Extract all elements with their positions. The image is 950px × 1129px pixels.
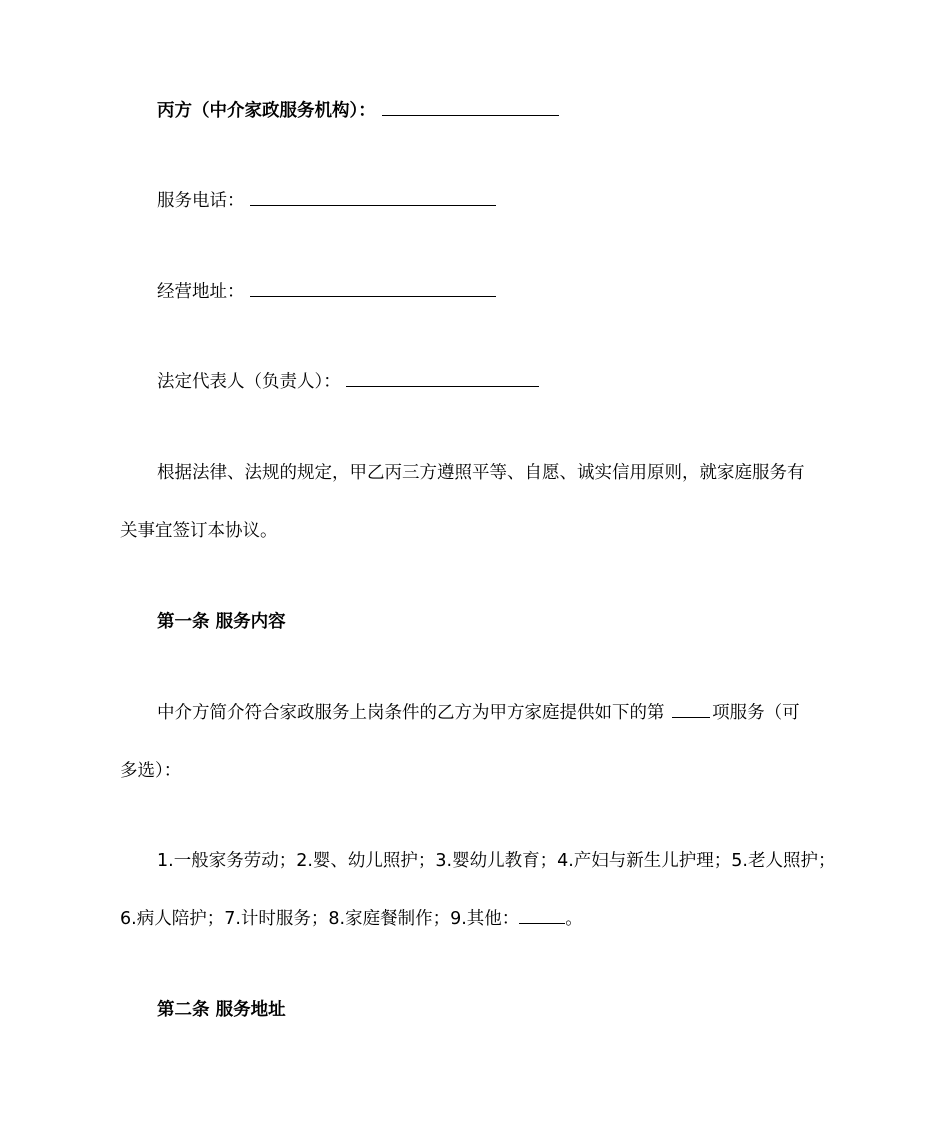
preamble-line-1: 根据法律、法规的规定，甲乙丙三方遵照平等、自愿、诚实信用原则，就家庭服务有 xyxy=(157,463,805,483)
article-1-title: 第一条 服务内容 xyxy=(157,612,286,632)
legal-representative-blank xyxy=(346,370,539,387)
service-phone-blank xyxy=(250,189,496,206)
service-phone-line xyxy=(157,189,877,213)
legal-representative-label: 法定代表人（负责人）： xyxy=(157,372,341,392)
service-items-text-a: 6.病人陪护；7.计时服务；8.家庭餐制作；9.其他： xyxy=(120,909,520,929)
party-c-line xyxy=(157,99,877,123)
other-service-blank xyxy=(519,907,565,924)
service-items-text-b: 。 xyxy=(565,909,583,929)
service-items-line-1: 1.一般家务劳动；2.婴、幼儿照护；3.婴幼儿教育；4.产妇与新生儿护理；5.老人照护； xyxy=(157,851,836,871)
service-item-number-blank xyxy=(672,701,710,718)
service-phone-label: 服务电话： xyxy=(157,191,245,211)
party-c-blank xyxy=(382,99,559,116)
article-2-title: 第二条 服务地址 xyxy=(157,1000,286,1020)
legal-representative-line xyxy=(157,370,877,394)
business-address-line xyxy=(157,280,877,304)
article-1-text-line-1 xyxy=(157,701,877,725)
business-address-blank xyxy=(250,280,496,297)
article-1-text-line-2: 多选）： xyxy=(120,761,182,781)
preamble-line-2: 关事宜签订本协议。 xyxy=(120,521,278,541)
party-c-label: 丙方（中介家政服务机构）： xyxy=(157,101,376,121)
business-address-label: 经营地址： xyxy=(157,282,245,302)
service-items-line-2 xyxy=(120,907,840,931)
article-1-text-b: 项服务（可 xyxy=(712,703,800,723)
article-1-text-a: 中介方简介符合家政服务上岗条件的乙方为甲方家庭提供如下的第 xyxy=(157,703,665,723)
